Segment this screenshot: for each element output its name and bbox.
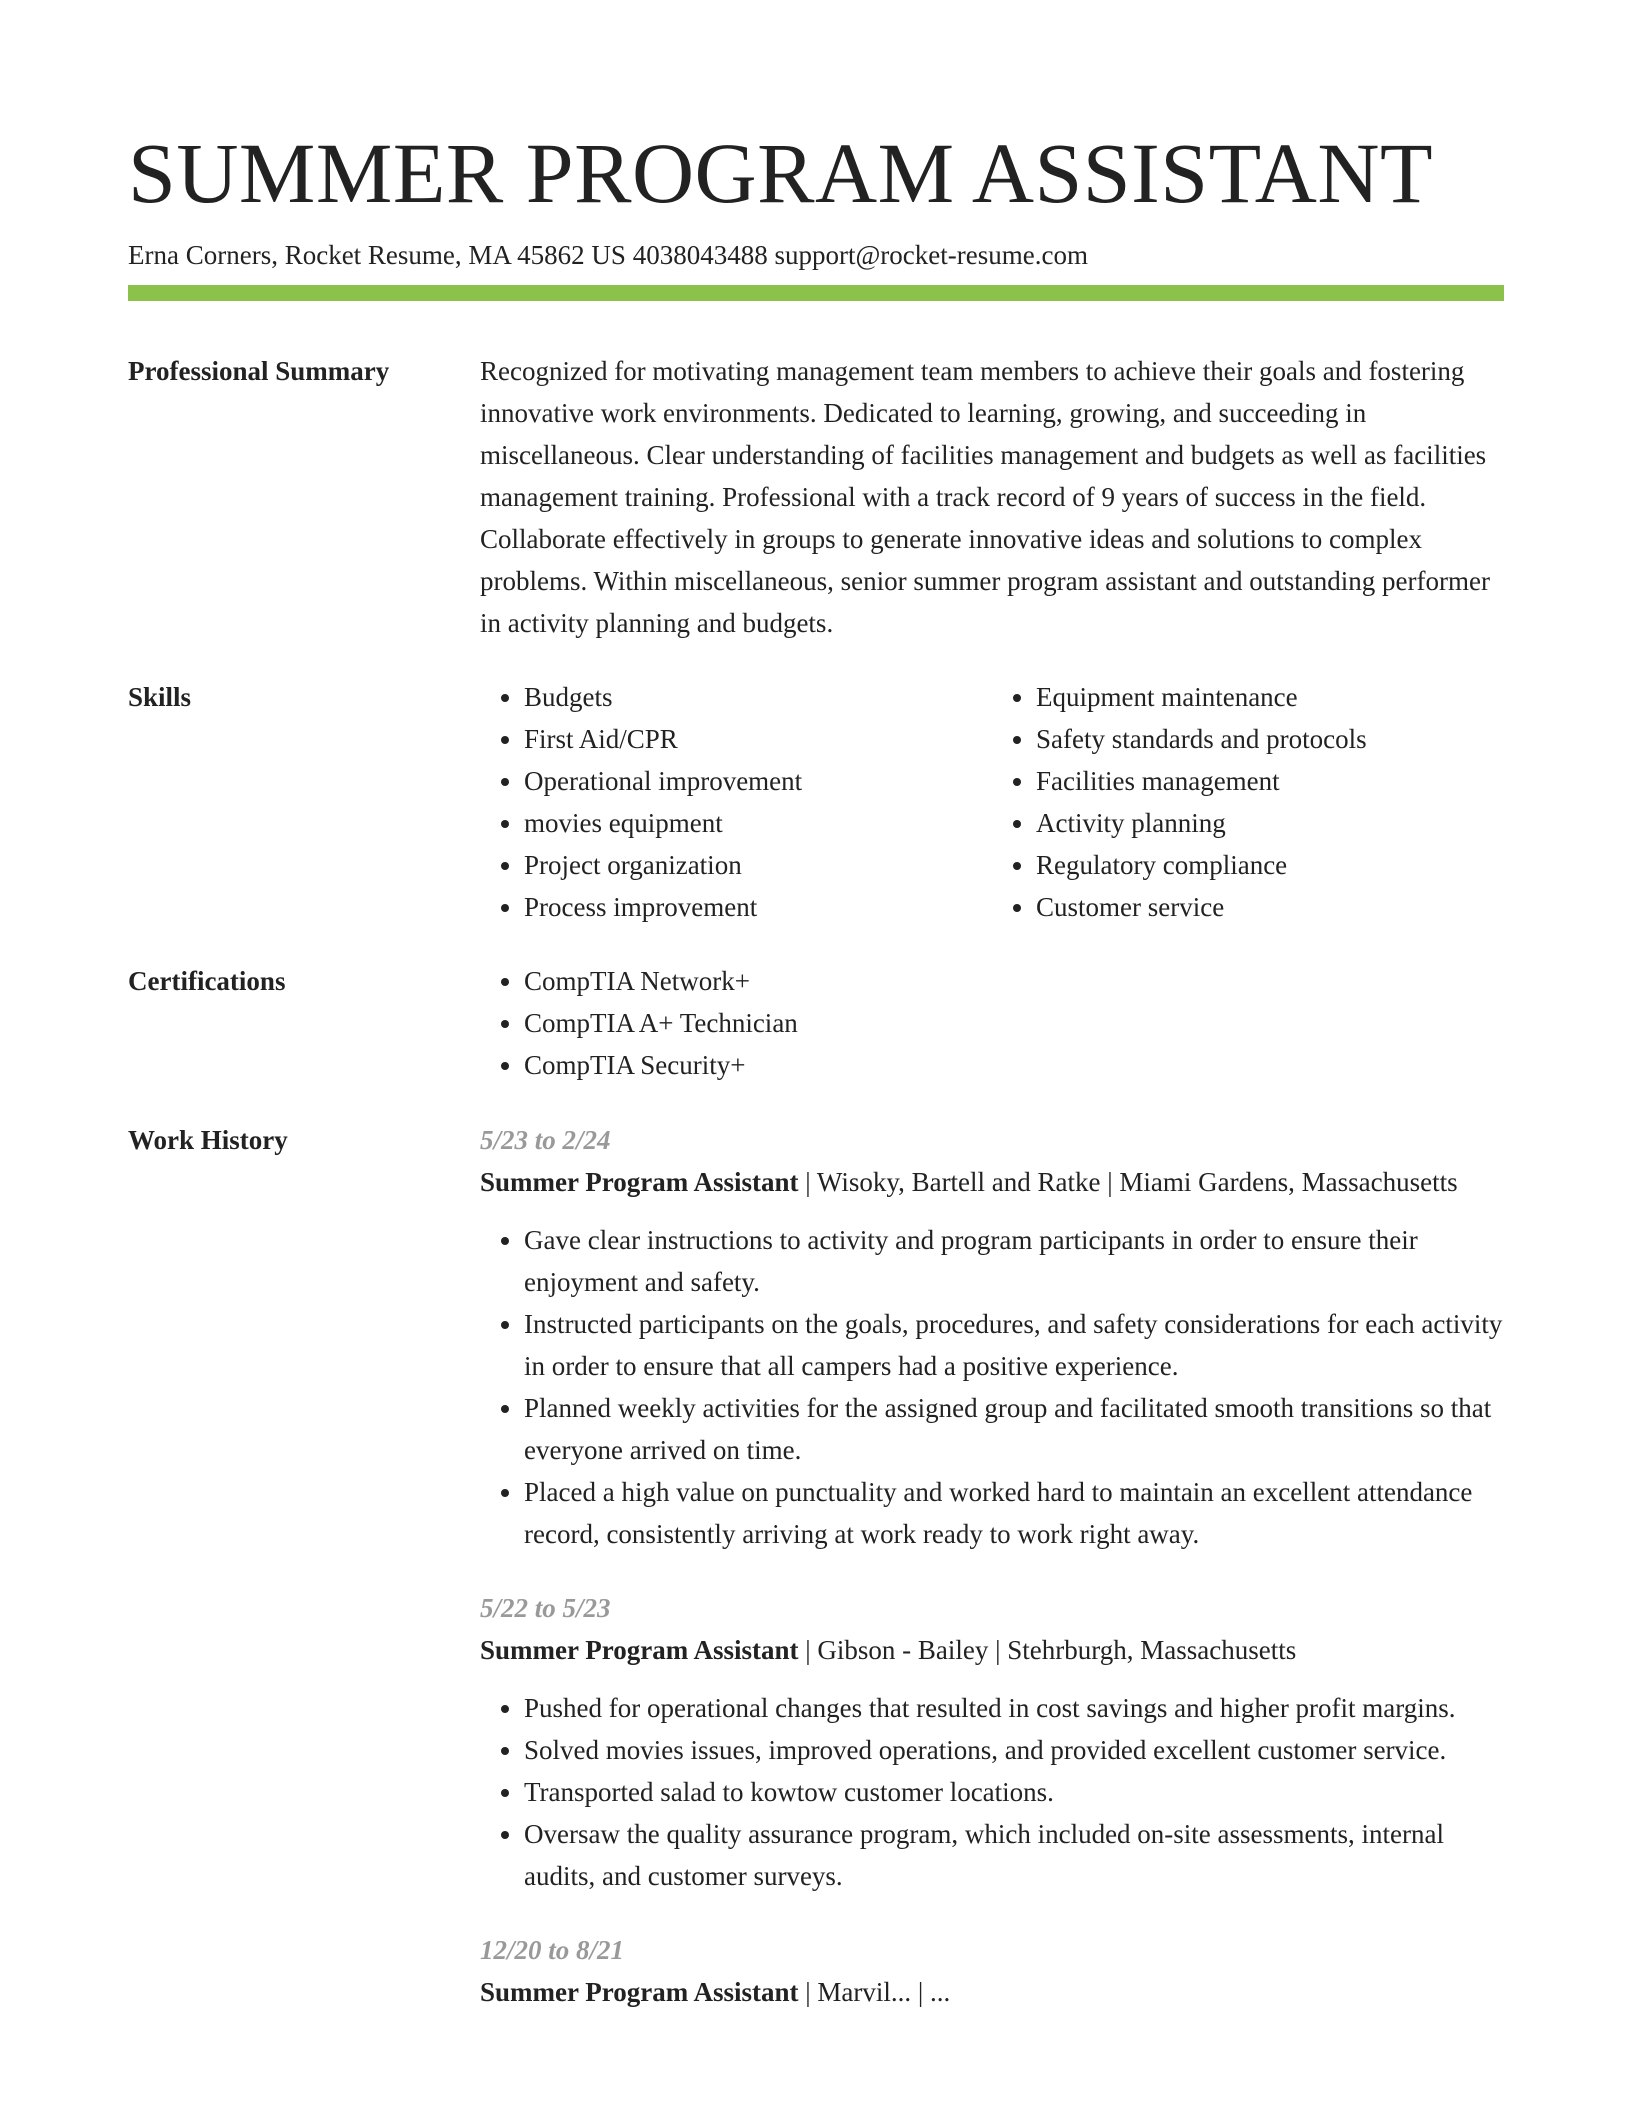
skill-item: • Operational improvement [524, 760, 992, 802]
job-title: Summer Program Assistant [480, 1635, 799, 1665]
skill-item: • movies equipment [524, 802, 992, 844]
skills-body [480, 676, 1504, 928]
job-bullet: • Planned weekly activities for the assigned group and facilitated smooth transitions so that everyone arrived on time. [524, 1387, 1504, 1471]
resume-header [128, 118, 1504, 272]
summary-heading: Professional Summary [128, 356, 390, 386]
job-header [480, 1161, 1504, 1203]
skill-item: • Facilities management [1036, 760, 1504, 802]
certification-item: • CompTIA A+ Technician [524, 1002, 1504, 1044]
skill-item: • Activity planning [1036, 802, 1504, 844]
job-entry [480, 1119, 1504, 1555]
job-bullet: • Placed a high value on punctuality and worked hard to maintain an excellent attendance record, consistently arriving at work ready to work right away. [524, 1471, 1504, 1555]
certification-item: • CompTIA Security+ [524, 1044, 1504, 1086]
job-entry [480, 1587, 1504, 1897]
skill-item: • Process improvement [524, 886, 992, 928]
work-history-body [480, 1119, 1504, 2045]
skill-item: • Equipment maintenance [1036, 676, 1504, 718]
job-bullet: • Solved movies issues, improved operations, and provided excellent customer service. [524, 1729, 1504, 1771]
skill-item: • Project organization [524, 844, 992, 886]
job-details: | Marvil... | ... [798, 1977, 951, 2007]
job-details: | Gibson - Bailey | Stehrburgh, Massachusetts [798, 1635, 1297, 1665]
summary-section [128, 350, 1504, 644]
job-entry [480, 1929, 1504, 2013]
work-history-heading: Work History [128, 1125, 288, 1155]
certifications-body [480, 960, 1504, 1086]
resume-content [128, 350, 1504, 2045]
skill-item: • Customer service [1036, 886, 1504, 928]
skills-heading: Skills [128, 682, 192, 712]
job-bullet: • Gave clear instructions to activity and program participants in order to ensure their enjoyment and safety. [524, 1219, 1504, 1303]
job-dates: 12/20 to 8/21 [480, 1935, 625, 1965]
job-dates: 5/22 to 5/23 [480, 1593, 611, 1623]
skills-section [128, 676, 1504, 928]
skill-item: • First Aid/CPR [524, 718, 992, 760]
job-bullet: • Instructed participants on the goals, procedures, and safety considerations for each activity in order to ensure that all campers had a positive experience. [524, 1303, 1504, 1387]
accent-divider [128, 285, 1504, 301]
job-header [480, 1971, 1504, 2013]
certification-item: • CompTIA Network+ [524, 960, 1504, 1002]
job-dates: 5/23 to 2/24 [480, 1125, 611, 1155]
job-title: Summer Program Assistant [480, 1167, 799, 1197]
contact-line: Erna Corners, Rocket Resume, MA 45862 US 4038043488 support@rocket-resume.com [128, 240, 1088, 270]
resume-title: SUMMER PROGRAM ASSISTANT [128, 125, 1433, 221]
summary-text: Recognized for motivating management team members to achieve their goals and fostering innovative work environments. Dedicated to learning, growing, and succeeding in miscellaneous. Clear understanding of facilities management and budgets as well as facilities management training. Professional with a track record of 9 years of success in the field. Collaborate effectively in groups to generate innovative ideas and solutions to complex problems. Within miscellaneous, senior summer program assistant and outstanding performer in activity planning and budgets. [480, 356, 1490, 638]
job-title: Summer Program Assistant [480, 1977, 799, 2007]
job-bullets [480, 1687, 1504, 1897]
job-bullet: • Oversaw the quality assurance program, which included on-site assessments, internal audits, and customer surveys. [524, 1813, 1504, 1897]
skills-list-right [992, 676, 1504, 928]
certifications-section [128, 960, 1504, 1086]
certifications-heading: Certifications [128, 966, 286, 996]
job-bullets [480, 1219, 1504, 1555]
job-bullet: • Transported salad to kowtow customer locations. [524, 1771, 1504, 1813]
skill-item: • Safety standards and protocols [1036, 718, 1504, 760]
certifications-list [480, 960, 1504, 1086]
skills-list-left [480, 676, 992, 928]
job-bullet: • Pushed for operational changes that resulted in cost savings and higher profit margins. [524, 1687, 1504, 1729]
summary-body [480, 350, 1504, 644]
job-details: | Wisoky, Bartell and Ratke | Miami Gardens, Massachusetts [798, 1167, 1458, 1197]
job-header [480, 1629, 1504, 1671]
work-history-section [128, 1119, 1504, 2045]
skill-item: • Budgets [524, 676, 992, 718]
skill-item: • Regulatory compliance [1036, 844, 1504, 886]
